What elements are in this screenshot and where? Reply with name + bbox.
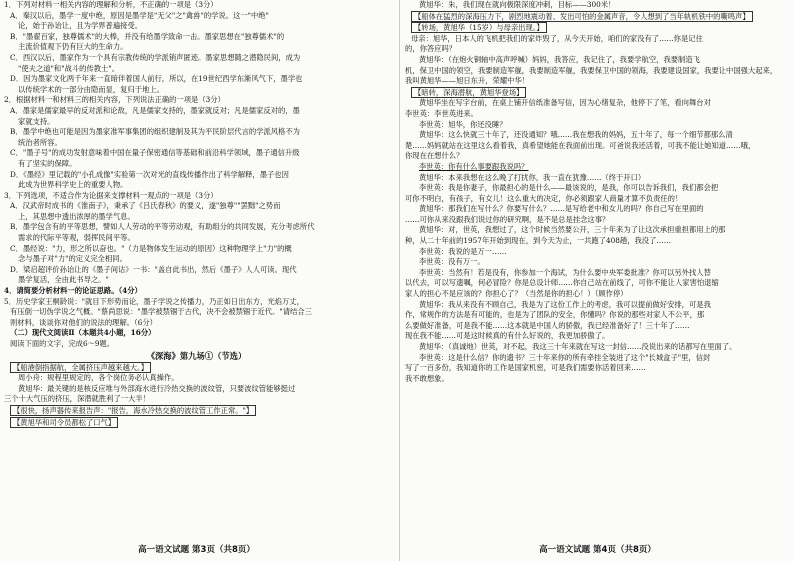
text-line-content: A．秦汉以后，墨学一度中绝，原因是墨学是"无父"之"禽兽"的学说。这一"中绝" xyxy=(10,10,269,20)
text-line-content: 2．根据材料一和材料三的相关内容，下列说法正确的一项是（3分） xyxy=(4,95,225,105)
text-line xyxy=(4,265,389,276)
left-page-drama-text xyxy=(4,362,389,429)
text-line xyxy=(405,0,790,11)
text-line-content: 有压倒一切伪学说之气概。"蔡尚思说："墨学被禁锢于古代，决不会被禁锢于近代。"请结合三 xyxy=(10,307,312,317)
text-line xyxy=(405,268,790,279)
text-line-content: 黄旭华：（真诚地）世英，对不起，我这三十年来就在写这一封信……没说出来的话都写在里面了。 xyxy=(419,342,737,351)
text-line xyxy=(4,106,389,117)
text-line-content: 黄旭华坐在写字台前，在桌上铺开信纸准备写信，因为心绪复杂，他停下了笔，看向舞台对 xyxy=(419,98,711,108)
text-line xyxy=(4,328,389,339)
text-line-content: 墨学复活，全由此书导之。" xyxy=(18,275,109,285)
text-line xyxy=(405,66,790,77)
text-line-content: 楚……妈妈就站在这里这么看着我，真希望她能在我面前出现。可爸说我还活着，可我不能让她知道……哦， xyxy=(405,140,756,150)
text-line-content: 则材料，谈谈你对他们的说法的理解。（6分） xyxy=(10,317,157,327)
text-line xyxy=(405,55,790,66)
text-line xyxy=(4,32,389,43)
text-line-content: 黄旭华：那我们在写什么？你要写什么？……是写给老中和女儿的吗？你自己写在里面的 xyxy=(419,204,704,214)
text-line xyxy=(4,233,389,244)
text-line xyxy=(405,236,790,247)
text-line-content: 上，其思想中透出浓厚的墨学气息。 xyxy=(18,211,135,221)
text-line-content: B．墨学包含有的平等思想，譬如人人劳动的平等劳动观，有助组分的共同发展，充分考虑所代 xyxy=(10,222,315,232)
text-line xyxy=(405,151,790,162)
text-line xyxy=(405,109,790,120)
left-page xyxy=(4,0,389,561)
text-line xyxy=(405,225,790,236)
text-line xyxy=(405,76,790,87)
text-line xyxy=(405,204,790,215)
text-line-content: 黄旭华：我从来没有不顾自己，我是为了这份工作上的考虑，我可以提前做好安排，可是我 xyxy=(419,299,711,309)
text-line-content: 李世英：我是你妻子，你最担心的是什么——最该说的，是我，你可以告诉我们，我们都会把 xyxy=(419,183,719,193)
text-line-content: 4．请简要分析材料一的论证思路。（4分） xyxy=(4,286,142,296)
text-line-content: C．墨经说："力，形之所以奋也。"（力是物体发生运动的原因）这种物理学上"力"的概 xyxy=(10,243,292,253)
text-line-content: 1．下列对材料一相关内容的理解和分析，不正确的一项是（3分） xyxy=(4,0,218,9)
text-line xyxy=(4,159,389,170)
text-line xyxy=(405,257,790,268)
text-line-content: 李世英：李世英进来。 xyxy=(405,108,478,118)
text-line-content: 种，从二十年前的1957年开始到现在，到今天为止，一共跑了408趟，我没了…… xyxy=(405,236,671,246)
text-line xyxy=(4,394,389,405)
text-line-content: 写了一百多份，我知道你的工作是国家机密，可是我们需要你活着回来…… xyxy=(405,363,646,373)
text-line xyxy=(4,222,389,233)
text-line-content: 统治者所容。 xyxy=(18,137,62,147)
text-line xyxy=(405,342,790,353)
text-line xyxy=(405,44,790,55)
text-line xyxy=(4,138,389,149)
text-line xyxy=(4,244,389,255)
text-line xyxy=(4,64,389,75)
right-page xyxy=(405,0,790,561)
text-line-content: 黄旭华：（在炮火铜轴中高声呼喊）妈妈，我答应，我记住了，我要学航空，我要制造飞 xyxy=(419,54,700,64)
text-line xyxy=(405,321,790,332)
text-line-content: 的，你答应吗？ xyxy=(405,44,457,54)
text-line-content: 可你不明白，有孩子，有女儿！这么重大的决定，你必须跟家人商量才算不负责任的！ xyxy=(405,193,683,203)
text-line xyxy=(4,275,389,286)
text-line-content: 李世英：当然有！若是没有，你参加一个海试，为什么要中央军委批准？你可以另外找人替 xyxy=(419,267,711,277)
text-line-content: 【船体在猛烈的深海压力下，剧烈地震动着、发出可怕的金属声音，令人想到了当年轨机铁中的嘶鸣声】 xyxy=(411,11,753,22)
text-line-content: 李世英：我说的是万一…… xyxy=(419,246,507,256)
text-line-content: 需求的代际平等观，弱挥民间平等。 xyxy=(18,233,135,243)
page-divider xyxy=(399,0,400,561)
text-line xyxy=(405,22,790,34)
text-line-content: 么要做好准备，可是我不能……这本就是中国人的骄傲，我已经准备好了！三十年了…… xyxy=(405,320,690,330)
text-line xyxy=(405,374,790,385)
text-line xyxy=(4,384,389,395)
text-line xyxy=(4,117,389,128)
text-line-content: 【很快，扬声器传来报告声："报告，海水冷热交换的波纹管工作正常。"】 xyxy=(10,405,256,416)
text-line-content: 以代去，可以写遗嘱，何必冒险？你是总设计师……你自己站在前线了，可你不能让人家害怕退缩 xyxy=(405,278,719,288)
text-line-content: 阅读下面的文字，完成6～9题。 xyxy=(10,339,115,348)
text-line-content: 李世英：你有什么事要跟我说吗？ xyxy=(419,161,529,171)
text-line-content: 李世英：旭华，你还没睡？ xyxy=(419,119,507,129)
text-line-content: 周小舟：规程里规定的，各个岗位务必认真操作。 xyxy=(18,373,179,383)
text-line-content: "使夫之道"和"战斗的传教士"。 xyxy=(18,63,119,73)
text-line-content: A．墨家是儒家最早的反对派和论敌，凡是儒家支持的，墨家就反对；凡是儒家反对的，墨 xyxy=(10,105,300,115)
text-line-content: 黄旭华：最关键的是核反应堆与外部海水进行冷热交换的波纹管，只要波纹管能够挺过 xyxy=(18,383,296,393)
text-line xyxy=(4,85,389,96)
text-line xyxy=(405,162,790,173)
text-line xyxy=(4,318,389,329)
text-line xyxy=(4,180,389,191)
text-line-content: 家就支持。 xyxy=(18,116,55,126)
page-footer-right: 高一语文试题 第4页（共8页） xyxy=(539,545,656,555)
text-line-content: ……可你从来没跟我们说过你的研究啊，是不是总是挂念这事？ xyxy=(405,214,610,224)
text-line xyxy=(4,212,389,223)
text-line xyxy=(405,363,790,374)
text-line xyxy=(405,130,790,141)
text-line xyxy=(4,0,389,11)
drama-title: 《深海》第九场①（节选） xyxy=(146,350,247,361)
text-line-content: 5．历史学家王桐龄说："就目下形势而论，墨子学说之传播力，乃正如日出东方，光焰万丈， xyxy=(4,296,304,306)
text-line xyxy=(405,289,790,300)
text-line xyxy=(4,201,389,212)
text-line xyxy=(4,297,389,308)
text-line-content: 【黄旭华和司令员都松了口气】 xyxy=(10,417,118,428)
text-line-content: 黄旭华：对，世英，我想过了，这个时候当然要公开，三十年来为了让这次承担重担都用上的那 xyxy=(419,225,726,235)
text-line xyxy=(4,74,389,85)
text-line xyxy=(405,183,790,194)
text-line-content: 有了坚实的保障。 xyxy=(18,158,77,168)
text-line xyxy=(4,42,389,53)
text-line-content: 三个十大气压的挤压，深潜就胜利了一大半！ xyxy=(4,394,150,404)
text-line-content: 机，保卫中国的领空，我要制造军舰，我要制造军舰，我要保卫中国的领海，我要建设国家，我要让中国强大起来， xyxy=(405,65,778,75)
text-line xyxy=(4,53,389,64)
text-line-content: 现在我不能……可是这时候真的有什么好说的，我更加骄傲了。 xyxy=(405,331,610,341)
text-line xyxy=(405,34,790,45)
text-line xyxy=(405,247,790,258)
text-line-content: 【转场，黄旭华（15岁）与母亲出现。】 xyxy=(411,22,547,33)
text-line-content: 主流价值观下仍有巨大的生命力。 xyxy=(18,42,128,52)
text-line-content: C．西汉以后，墨家作为一个具有宗教传统的学派销声匿迹。墨家思想随之潜隐民间，成为 xyxy=(10,52,301,62)
text-line xyxy=(4,254,389,265)
text-line xyxy=(4,373,389,384)
text-line xyxy=(4,191,389,202)
text-line xyxy=(4,95,389,106)
text-line-content: 论，始于孙诒让，且为学界普遍接受。 xyxy=(18,21,143,31)
text-line xyxy=(4,148,389,159)
text-line xyxy=(405,215,790,226)
text-line-content: 以传统学术的一部分由隐而显，复归于地上。 xyxy=(18,84,164,94)
text-line-content: 作，常规作的方法是有可能的，也是为了团队的安全，你懂吗？你说的那些对家人不公平，那 xyxy=(405,310,705,320)
text-line-content: 【暗转，深海潜航，黄旭华登场】 xyxy=(411,87,526,98)
text-line xyxy=(4,405,389,417)
text-line-content: A．汉武帝时成书的《淮南子》，秉承了《吕氏春秋》的要义，遂"独尊""罢黜"之势而 xyxy=(10,201,281,211)
text-line-content: 此成为世界科学史上的重要人物。 xyxy=(18,180,128,190)
text-line-content: 念与墨子对"力"的定义完全相同。 xyxy=(18,254,127,264)
text-line-content: 黄旭华：本来我想在这么晚了打扰你，我一直在犹豫……（终于开口） xyxy=(419,172,646,182)
text-line-content: 你现在在想什么？ xyxy=(405,151,464,161)
text-line-content: 家人的担心不是应该的？你担心了？（当然是你的担心！）（顾作停） xyxy=(405,289,628,299)
text-line xyxy=(405,300,790,311)
text-line-content: D．因为墨家文化两千年来一直暗伴着国人前行，所以，在19世纪西学东渐风气下，墨学也 xyxy=(10,74,303,84)
left-page-text xyxy=(4,0,389,350)
text-line-content: B．墨学中绝也可能是因为墨家准军事集团的组织建制及其为平民阶层代言的学派风格不为 xyxy=(10,127,300,137)
text-line-content: 母亲：旭华，日本人的飞机把我们的家炸毁了，从今天开始，咱们的家没有了……你是记住 xyxy=(411,33,703,43)
text-line xyxy=(405,141,790,152)
text-line-content: 3．下列选项，不适合作为论据来支撑材料一观点的一项是（3分） xyxy=(4,190,218,200)
text-line xyxy=(405,173,790,184)
text-line xyxy=(4,170,389,181)
text-line xyxy=(405,120,790,131)
text-line-content: D．《墨经》里记载的"小孔成像"实验第一次对光的直线传播作出了科学解释，墨子也因 xyxy=(10,169,289,179)
text-line xyxy=(4,21,389,32)
text-line xyxy=(4,11,389,22)
text-line-content: B．"墨翟百家，独尊儒术"的大棒，并没有给墨学致命一击。墨家思想在"独尊儒术"的 xyxy=(10,31,285,41)
right-page-text xyxy=(405,0,790,384)
text-line xyxy=(405,353,790,364)
text-line-content: 李世英：这是什么信？你的遗书？三十年来你的所有牵挂全装进了这个"长城盒子"里，信封 xyxy=(419,352,711,362)
text-line-content: 李世英：没有万一。 xyxy=(419,257,485,267)
text-line xyxy=(4,339,389,350)
text-line xyxy=(405,194,790,205)
text-line xyxy=(405,87,790,99)
text-line-content: 我不敢想象。 xyxy=(405,373,449,383)
text-line xyxy=(405,310,790,321)
text-line xyxy=(405,278,790,289)
text-line-content: D．梁启超评价孙诒让的《墨子间诂》一书："盖自此书出，然后《墨子》人人可读。现代 xyxy=(10,264,297,274)
text-line-content: （二）现代文阅读Ⅱ（本题共4小题，16分） xyxy=(10,328,156,338)
text-line xyxy=(4,127,389,138)
text-line xyxy=(405,98,790,109)
text-line-content: 黄旭华：这么快就三十年了，还没通知？哦……我在想我的妈妈，五十年了，每一个细节都那么清 xyxy=(419,130,733,140)
text-line-content: 黄旭华：朱，我们现在就向极限深度冲刺，目标——300米！ xyxy=(419,0,616,9)
text-line-content: C．"墨子号"的成功发射意味着中国在量子保密通信等基础和前沿科学领域，墨子通信升级 xyxy=(10,148,300,158)
text-line xyxy=(405,331,790,342)
text-line xyxy=(4,417,389,429)
text-line xyxy=(4,286,389,297)
page-footer-left: 高一语文试题 第3页（共8页） xyxy=(138,545,255,555)
text-line xyxy=(405,11,790,23)
text-line-content: 【船港倒指据航，全属挤压声越来越大。】 xyxy=(10,362,151,373)
text-line xyxy=(4,362,389,374)
text-line-content: 我叫黄旭华——旭日东升，荣耀中华！ xyxy=(405,76,530,86)
text-line xyxy=(4,307,389,318)
